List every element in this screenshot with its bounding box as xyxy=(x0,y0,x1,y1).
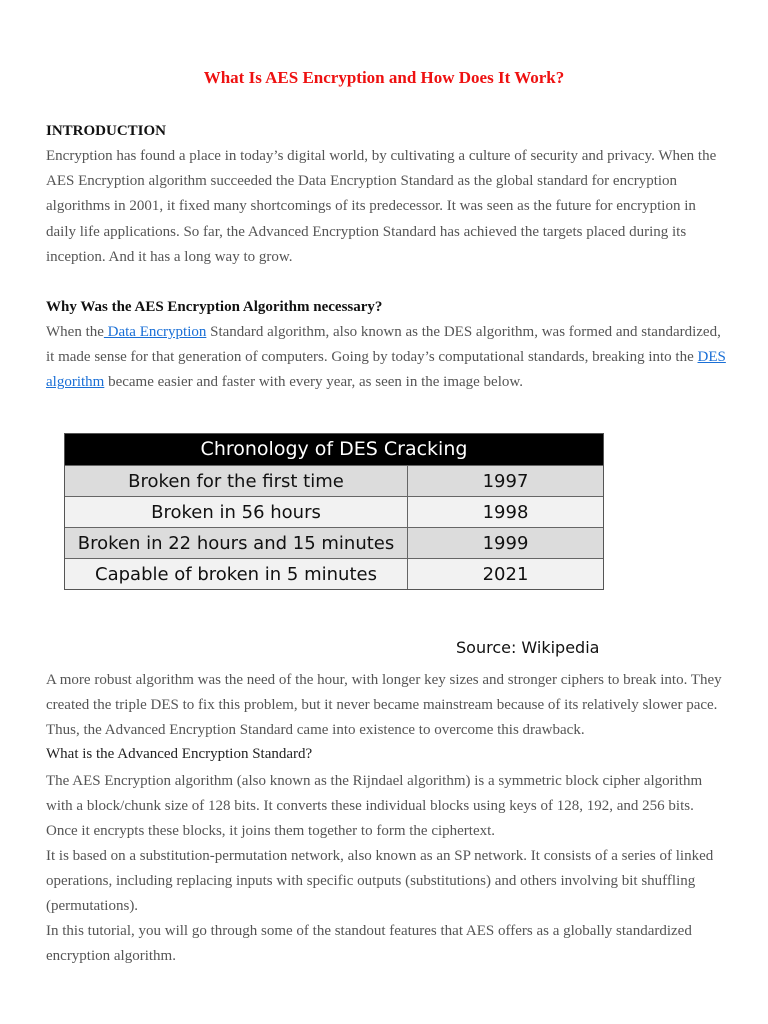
table-cell-year: 1999 xyxy=(482,532,529,554)
intro-paragraph: Encryption has found a place in today’s digital world, by cultivating a culture of security and privacy. When the AES Encryption algorithm succeeded the Data Encryption Standard as the global standard for encryption algorithms in 2001, it fixed many shortcomings of its predecessor. It was seen as the future for encryption in daily life applications. So far, the Advanced Encryption Standard has achieved the targets placed during its inception. And it has a long way to grow. xyxy=(46,148,717,265)
des-table-title: Chronology of DES Cracking xyxy=(65,434,603,465)
table-cell-label: Broken in 56 hours xyxy=(65,497,408,527)
table-cell-year: 1997 xyxy=(482,470,529,492)
why-text-1: When the xyxy=(46,324,104,340)
why-paragraph xyxy=(46,320,726,396)
why-text-2: Standard algorithm, also known as the DES algorithm, was formed and standardized, it made sense for that generation of computers. Going by today’s computational standards, breaking into the xyxy=(46,324,721,366)
table-cell-year: 1998 xyxy=(482,501,529,523)
table-cell-label: Broken in 22 hours and 15 minutes xyxy=(65,528,408,558)
table-cell-label: Capable of broken in 5 minutes xyxy=(65,559,408,589)
table-cell-label: Broken for the first time xyxy=(65,466,408,496)
table-source: Source: Wikipedia xyxy=(456,638,600,657)
table-row xyxy=(65,465,603,496)
aes-paragraph: The AES Encryption algorithm (also known as the Rijndael algorithm) is a symmetric block cipher algorithm with a block/chunk size of 128 bits. It converts these individual blocks using keys of 128, 192, and 256 bits. Once it encrypts these blocks, it joins them together to form the ciphertext. xyxy=(46,773,703,840)
des-chronology-table xyxy=(64,433,604,590)
why-heading: Why Was the AES Encryption Algorithm necessary? xyxy=(46,299,383,315)
robust-paragraph: A more robust algorithm was the need of the hour, with longer key sizes and stronger ciphers to break into. They created the triple DES to fix this problem, but it never became mainstream because of its relatively slower pace. Thus, the Advanced Encryption Standard came into existence to overcome this drawback. xyxy=(46,672,722,739)
sp-paragraph: It is based on a substitution-permutation network, also known as an SP network. It consists of a series of linked operations, including replacing inputs with specific outputs (substitutions) and others involving bit shuffling (permutations). xyxy=(46,848,714,915)
table-cell-year: 2021 xyxy=(482,563,529,585)
des-algorithm-link[interactable]: DES algorithm xyxy=(46,349,726,391)
table-row xyxy=(65,527,603,558)
table-row xyxy=(65,496,603,527)
intro-heading: INTRODUCTION xyxy=(46,123,167,139)
data-encryption-link[interactable]: Data Encryption xyxy=(103,324,207,340)
why-text-3: became easier and faster with every year, as seen in the image below. xyxy=(104,374,523,391)
table-row xyxy=(65,558,603,589)
tutorial-paragraph: In this tutorial, you will go through some of the standout features that AES offers as a globally standardized encryption algorithm. xyxy=(46,923,692,965)
page-title: What Is AES Encryption and How Does It Work? xyxy=(203,68,565,87)
what-heading: What is the Advanced Encryption Standard? xyxy=(46,746,313,762)
